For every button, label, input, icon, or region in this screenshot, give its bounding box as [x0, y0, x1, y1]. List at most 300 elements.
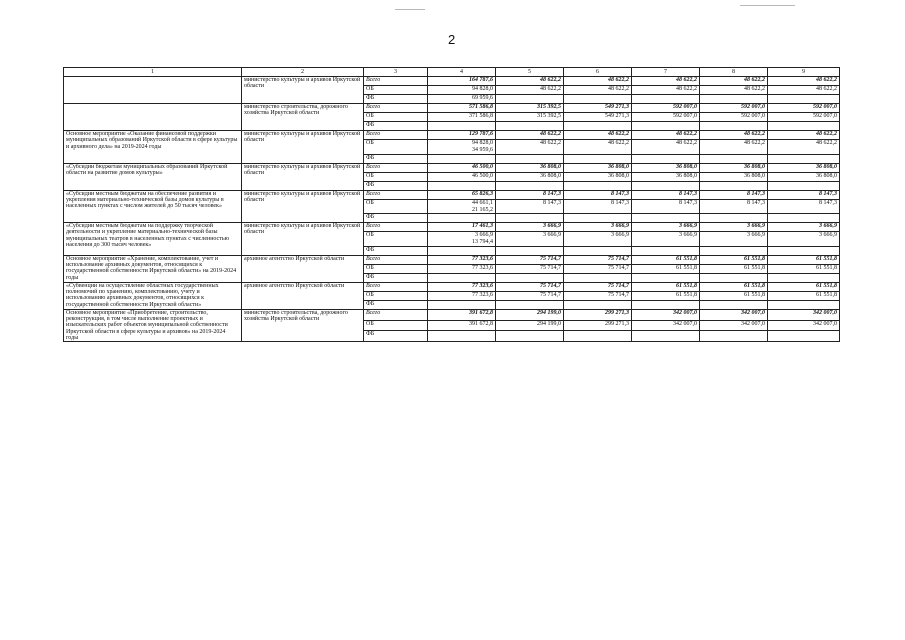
amount-cell	[768, 264, 840, 273]
amount-cell	[564, 104, 632, 113]
funding-source-label: ОБ	[366, 291, 374, 298]
column-header: 5	[496, 68, 564, 77]
amount-value: 46 500,0	[472, 172, 493, 179]
table-body	[64, 68, 840, 342]
amount-value: 48 622,2	[608, 140, 629, 146]
amount-value: 48 622,2	[744, 140, 765, 146]
amount-value: 342 007,0	[741, 309, 765, 316]
funding-source-label: ОБ	[366, 199, 374, 206]
column-header: 1	[64, 68, 242, 77]
amount-value: 94 828,0	[472, 140, 493, 146]
amount-value: 294 199,0	[537, 320, 561, 327]
amount-value: 61 551,8	[676, 264, 697, 271]
executor: министерство культуры и архивов Иркутской области	[242, 163, 364, 190]
activity-name: «Субсидии бюджетам муниципальных образований Иркутской области на развитие домов культуры»	[64, 163, 242, 190]
executor: министерство строительства, дорожного хозяйства Иркутской области	[242, 104, 364, 131]
amount-cell	[564, 190, 632, 199]
amount-cell	[496, 255, 564, 264]
amount-value: 48 622,2	[540, 77, 561, 83]
table-row	[64, 163, 840, 172]
amount-cell	[564, 172, 632, 181]
amount-cell	[700, 331, 768, 342]
amount-cell	[496, 282, 564, 291]
amount-cell	[496, 181, 564, 190]
amount-value: 69 959,6	[472, 95, 493, 101]
amount-cell	[768, 320, 840, 331]
amount-cell	[700, 172, 768, 181]
funding-source-cell	[364, 140, 428, 155]
amount-cell	[768, 122, 840, 131]
funding-source-cell	[364, 331, 428, 342]
amount-cell	[564, 131, 632, 140]
table-row	[64, 190, 840, 199]
amount-value: 48 622,2	[744, 77, 765, 83]
amount-cell	[496, 131, 564, 140]
amount-value: 8 147,3	[747, 190, 765, 197]
amount-cell	[632, 181, 700, 190]
amount-cell	[496, 104, 564, 113]
funding-source-label: ФБ	[366, 95, 375, 101]
amount-cell	[428, 300, 496, 309]
amount-value: 549 271,3	[605, 104, 629, 110]
amount-cell	[632, 77, 700, 86]
funding-source-label: ОБ	[366, 140, 374, 146]
funding-source-cell	[364, 255, 428, 264]
amount-cell	[564, 331, 632, 342]
amount-cell	[632, 154, 700, 163]
amount-cell	[700, 300, 768, 309]
activity-name: «Субсидии местным бюджетам на обеспечение развития и укрепления материально-технической базы домов культуры в населенных пунктах с числом жителей до 50 тысяч человек»	[64, 190, 242, 223]
amount-cell	[768, 331, 840, 342]
amount-cell	[496, 77, 564, 86]
amount-cell	[428, 172, 496, 181]
funding-source-label: Всего	[366, 104, 381, 110]
executor: министерство строительства, дорожного хозяйства Иркутской области	[242, 309, 364, 341]
amount-cell	[564, 140, 632, 155]
amount-value: 75 714,7	[608, 264, 629, 271]
amount-value: 48 622,2	[608, 77, 629, 83]
amount-cell	[768, 131, 840, 140]
amount-cell	[564, 77, 632, 86]
amount-cell	[496, 122, 564, 131]
amount-value: 342 007,0	[813, 309, 837, 316]
activity-name: «Субвенции на осуществление областных государственных полномочий по хранению, комплектованию, учету и использованию архивных документов, относящихся к государственной собственности Иркутской области»	[64, 282, 242, 309]
amount-cell	[564, 264, 632, 273]
amount-value: 48 622,2	[608, 131, 629, 137]
amount-cell	[428, 154, 496, 163]
funding-source-cell	[364, 246, 428, 255]
amount-value: 48 622,2	[540, 140, 561, 146]
amount-value: 342 007,0	[813, 320, 837, 327]
amount-cell	[496, 140, 564, 155]
funding-source-label: Всего	[366, 163, 381, 170]
amount-value: 36 808,0	[816, 172, 837, 179]
amount-value: 75 714,7	[608, 291, 629, 298]
amount-cell	[496, 163, 564, 172]
funding-source-label: Всего	[366, 255, 381, 262]
amount-cell	[428, 190, 496, 199]
funding-source-cell	[364, 223, 428, 232]
amount-value: 48 622,2	[816, 86, 837, 92]
funding-source-cell	[364, 172, 428, 181]
amount-cell	[700, 199, 768, 214]
amount-value: 75 714,7	[608, 255, 629, 262]
amount-cell	[496, 264, 564, 273]
amount-cell	[632, 246, 700, 255]
amount-cell	[632, 255, 700, 264]
amount-value: 48 622,2	[676, 140, 697, 146]
amount-cell	[428, 131, 496, 140]
executor: архивное агентство Иркутской области	[242, 282, 364, 309]
funding-source-cell	[364, 309, 428, 320]
amount-cell	[496, 246, 564, 255]
amount-cell	[768, 309, 840, 320]
amount-cell	[700, 181, 768, 190]
table-row	[64, 131, 840, 140]
amount-cell	[700, 255, 768, 264]
amount-value: 3 666,9	[475, 232, 493, 239]
funding-source-cell	[364, 77, 428, 86]
amount-cell	[700, 214, 768, 223]
amount-value: 3 666,9	[747, 232, 765, 239]
amount-cell	[428, 181, 496, 190]
funding-source-label: ОБ	[366, 86, 374, 92]
amount-value: 36 808,0	[540, 172, 561, 179]
amount-cell	[768, 223, 840, 232]
column-header: 8	[700, 68, 768, 77]
amount-cell	[632, 199, 700, 214]
activity-name: Основное мероприятие «Приобретение, строительство, реконструкция, в том числе выполнение проектных и изыскательских работ объектов муниципальной собственности Иркутской области в сфере культуры и архивов» на 2019-2024 годы	[64, 309, 242, 341]
amount-cell	[768, 113, 840, 122]
amount-value: 36 808,0	[676, 172, 697, 179]
funding-source-label: ОБ	[366, 172, 374, 179]
amount-cell	[700, 246, 768, 255]
amount-cell	[428, 273, 496, 282]
column-header: 6	[564, 68, 632, 77]
funding-source-cell	[364, 282, 428, 291]
amount-cell	[496, 291, 564, 300]
amount-cell	[768, 95, 840, 104]
amount-cell	[632, 113, 700, 122]
amount-cell	[564, 181, 632, 190]
funding-source-label: ОБ	[366, 232, 374, 239]
amount-cell	[496, 320, 564, 331]
amount-cell	[428, 140, 496, 155]
amount-value: 36 808,0	[608, 163, 629, 170]
amount-value: 3 666,9	[679, 223, 697, 230]
column-header: 3	[364, 68, 428, 77]
table-row	[64, 223, 840, 232]
amount-cell	[632, 86, 700, 95]
funding-source-label: ОБ	[366, 113, 374, 119]
amount-cell	[632, 232, 700, 247]
amount-value: 8 147,3	[679, 190, 697, 197]
column-header: 7	[632, 68, 700, 77]
amount-value: 48 622,2	[744, 86, 765, 92]
amount-cell	[768, 246, 840, 255]
amount-cell	[768, 282, 840, 291]
funding-source-cell	[364, 86, 428, 95]
amount-value: 3 666,9	[543, 223, 561, 230]
amount-cell	[768, 273, 840, 282]
page-number: 2	[448, 32, 456, 47]
amount-cell	[700, 77, 768, 86]
funding-source-label: ФБ	[366, 273, 375, 280]
funding-source-label: ФБ	[366, 300, 375, 307]
amount-value: 3 666,9	[543, 232, 561, 239]
amount-cell	[428, 113, 496, 122]
funding-source-label: Всего	[366, 223, 381, 230]
amount-cell	[496, 214, 564, 223]
amount-value: 75 714,7	[540, 255, 561, 262]
amount-value: 315 392,5	[537, 113, 561, 119]
column-header: 2	[242, 68, 364, 77]
amount-value: 48 622,2	[816, 77, 837, 83]
amount-value: 77 323,6	[472, 291, 493, 298]
amount-value: 371 586,8	[469, 113, 493, 119]
amount-value: 164 787,6	[469, 77, 493, 83]
amount-cell	[700, 320, 768, 331]
amount-cell	[700, 309, 768, 320]
amount-cell	[768, 154, 840, 163]
amount-cell	[428, 282, 496, 291]
amount-value: 94 828,0	[472, 86, 493, 92]
funding-source-label: ФБ	[366, 331, 375, 338]
amount-value: 3 666,9	[819, 232, 837, 239]
amount-value: 36 808,0	[540, 163, 561, 170]
amount-value: 48 622,2	[540, 86, 561, 92]
amount-cell	[632, 131, 700, 140]
budget-table	[63, 67, 840, 342]
amount-cell	[700, 232, 768, 247]
amount-cell	[564, 273, 632, 282]
funding-source-label: ОБ	[366, 264, 374, 271]
amount-cell	[700, 282, 768, 291]
table-row	[64, 309, 840, 320]
amount-cell	[428, 255, 496, 264]
amount-value: 8 147,3	[819, 190, 837, 197]
amount-cell	[768, 181, 840, 190]
amount-value-extra: 13 794,4	[472, 239, 493, 246]
amount-cell	[428, 214, 496, 223]
amount-value: 17 461,3	[472, 223, 493, 230]
funding-source-cell	[364, 122, 428, 131]
amount-cell	[564, 291, 632, 300]
amount-cell	[564, 113, 632, 122]
funding-source-label: Всего	[366, 190, 381, 197]
amount-cell	[496, 223, 564, 232]
amount-cell	[768, 255, 840, 264]
amount-cell	[768, 140, 840, 155]
funding-source-label: ФБ	[366, 246, 375, 253]
amount-value-extra: 21 165,2	[472, 206, 493, 213]
amount-value: 75 714,7	[540, 291, 561, 298]
amount-cell	[428, 331, 496, 342]
funding-source-cell	[364, 300, 428, 309]
amount-value: 61 551,8	[676, 291, 697, 298]
amount-value: 75 714,7	[540, 264, 561, 271]
amount-cell	[496, 199, 564, 214]
funding-source-cell	[364, 320, 428, 331]
activity-name	[64, 104, 242, 131]
amount-value: 342 007,0	[673, 320, 697, 327]
funding-source-cell	[364, 273, 428, 282]
amount-cell	[700, 223, 768, 232]
amount-value: 8 147,3	[611, 190, 629, 197]
amount-value: 294 199,0	[537, 309, 561, 316]
table-row	[64, 77, 840, 86]
amount-value: 3 666,9	[747, 223, 765, 230]
amount-value: 61 551,8	[816, 255, 837, 262]
amount-cell	[700, 154, 768, 163]
amount-cell	[632, 300, 700, 309]
amount-cell	[428, 309, 496, 320]
amount-cell	[632, 214, 700, 223]
amount-cell	[768, 300, 840, 309]
amount-cell	[428, 223, 496, 232]
amount-cell	[632, 122, 700, 131]
amount-cell	[700, 104, 768, 113]
amount-value: 61 551,8	[676, 255, 697, 262]
funding-source-label: Всего	[366, 77, 381, 83]
amount-cell	[768, 104, 840, 113]
amount-cell	[496, 113, 564, 122]
amount-cell	[768, 163, 840, 172]
funding-source-label: Всего	[366, 282, 381, 289]
amount-cell	[632, 309, 700, 320]
amount-cell	[496, 95, 564, 104]
amount-cell	[428, 163, 496, 172]
funding-source-cell	[364, 113, 428, 122]
amount-cell	[496, 331, 564, 342]
amount-cell	[428, 86, 496, 95]
amount-cell	[768, 172, 840, 181]
funding-source-cell	[364, 163, 428, 172]
amount-cell	[428, 95, 496, 104]
amount-cell	[564, 282, 632, 291]
amount-value: 48 622,2	[676, 131, 697, 137]
amount-value: 8 147,3	[679, 199, 697, 206]
amount-cell	[632, 331, 700, 342]
amount-value: 299 271,3	[605, 320, 629, 327]
funding-source-cell	[364, 214, 428, 223]
amount-cell	[700, 264, 768, 273]
amount-cell	[632, 95, 700, 104]
amount-value: 65 826,3	[472, 190, 493, 197]
funding-source-cell	[364, 190, 428, 199]
amount-cell	[564, 163, 632, 172]
amount-value: 48 622,2	[816, 131, 837, 137]
amount-cell	[564, 232, 632, 247]
amount-cell	[564, 122, 632, 131]
amount-cell	[700, 113, 768, 122]
amount-cell	[496, 232, 564, 247]
funding-source-cell	[364, 199, 428, 214]
amount-value: 315 392,5	[537, 104, 561, 110]
amount-value: 3 666,9	[819, 223, 837, 230]
amount-value: 592 007,0	[813, 104, 837, 110]
amount-value: 61 551,8	[816, 282, 837, 289]
amount-cell	[428, 77, 496, 86]
amount-value: 61 551,8	[816, 291, 837, 298]
amount-cell	[564, 320, 632, 331]
funding-source-cell	[364, 154, 428, 163]
activity-name: Основное мероприятие «Хранение, комплектование, учет и использование архивных документов, относящихся к государственной собственности Иркутской области» на 2019-2024 годы	[64, 255, 242, 282]
amount-cell	[564, 223, 632, 232]
amount-value: 592 007,0	[673, 113, 697, 119]
executor: министерство культуры и архивов Иркутской области	[242, 131, 364, 164]
funding-source-label: ФБ	[366, 181, 375, 188]
amount-cell	[428, 246, 496, 255]
amount-value: 61 551,8	[744, 264, 765, 271]
amount-value: 36 808,0	[744, 172, 765, 179]
amount-value: 8 147,3	[543, 199, 561, 206]
amount-cell	[428, 320, 496, 331]
amount-cell	[564, 86, 632, 95]
column-header: 9	[768, 68, 840, 77]
amount-cell	[768, 190, 840, 199]
amount-cell	[632, 172, 700, 181]
amount-value: 46 500,0	[472, 163, 493, 170]
amount-value: 592 007,0	[673, 104, 697, 110]
amount-value: 61 551,8	[744, 291, 765, 298]
amount-cell	[700, 291, 768, 300]
amount-cell	[632, 223, 700, 232]
amount-value: 342 007,0	[741, 320, 765, 327]
funding-source-label: ФБ	[366, 154, 375, 161]
amount-cell	[564, 214, 632, 223]
amount-value: 8 147,3	[747, 199, 765, 206]
amount-cell	[496, 309, 564, 320]
scan-artifact-line	[740, 5, 795, 6]
amount-value: 77 323,6	[472, 264, 493, 271]
funding-source-cell	[364, 181, 428, 190]
amount-cell	[496, 86, 564, 95]
amount-cell	[428, 199, 496, 214]
amount-cell	[700, 122, 768, 131]
funding-source-cell	[364, 264, 428, 273]
amount-cell	[700, 95, 768, 104]
amount-value: 48 622,2	[744, 131, 765, 137]
amount-value-extra: 34 959,6	[472, 147, 493, 154]
amount-value: 3 666,9	[679, 232, 697, 239]
amount-cell	[632, 104, 700, 113]
amount-value: 549 271,3	[605, 113, 629, 119]
amount-value: 8 147,3	[543, 190, 561, 197]
scan-artifact-line	[395, 9, 425, 10]
amount-value: 61 551,8	[744, 255, 765, 262]
amount-cell	[496, 300, 564, 309]
amount-cell	[768, 77, 840, 86]
funding-source-cell	[364, 95, 428, 104]
executor: архивное агентство Иркутской области	[242, 255, 364, 282]
amount-value: 3 666,9	[611, 223, 629, 230]
amount-value: 75 714,7	[608, 282, 629, 289]
amount-value: 61 551,8	[744, 282, 765, 289]
funding-source-cell	[364, 232, 428, 247]
amount-value: 592 007,0	[813, 113, 837, 119]
amount-cell	[632, 190, 700, 199]
amount-value: 391 672,8	[469, 320, 493, 327]
funding-source-label: ФБ	[366, 214, 375, 221]
header-row	[64, 68, 840, 77]
amount-cell	[428, 104, 496, 113]
amount-value: 3 666,9	[611, 232, 629, 239]
amount-cell	[632, 264, 700, 273]
amount-value: 36 808,0	[816, 163, 837, 170]
amount-cell	[700, 86, 768, 95]
amount-value: 592 007,0	[741, 113, 765, 119]
